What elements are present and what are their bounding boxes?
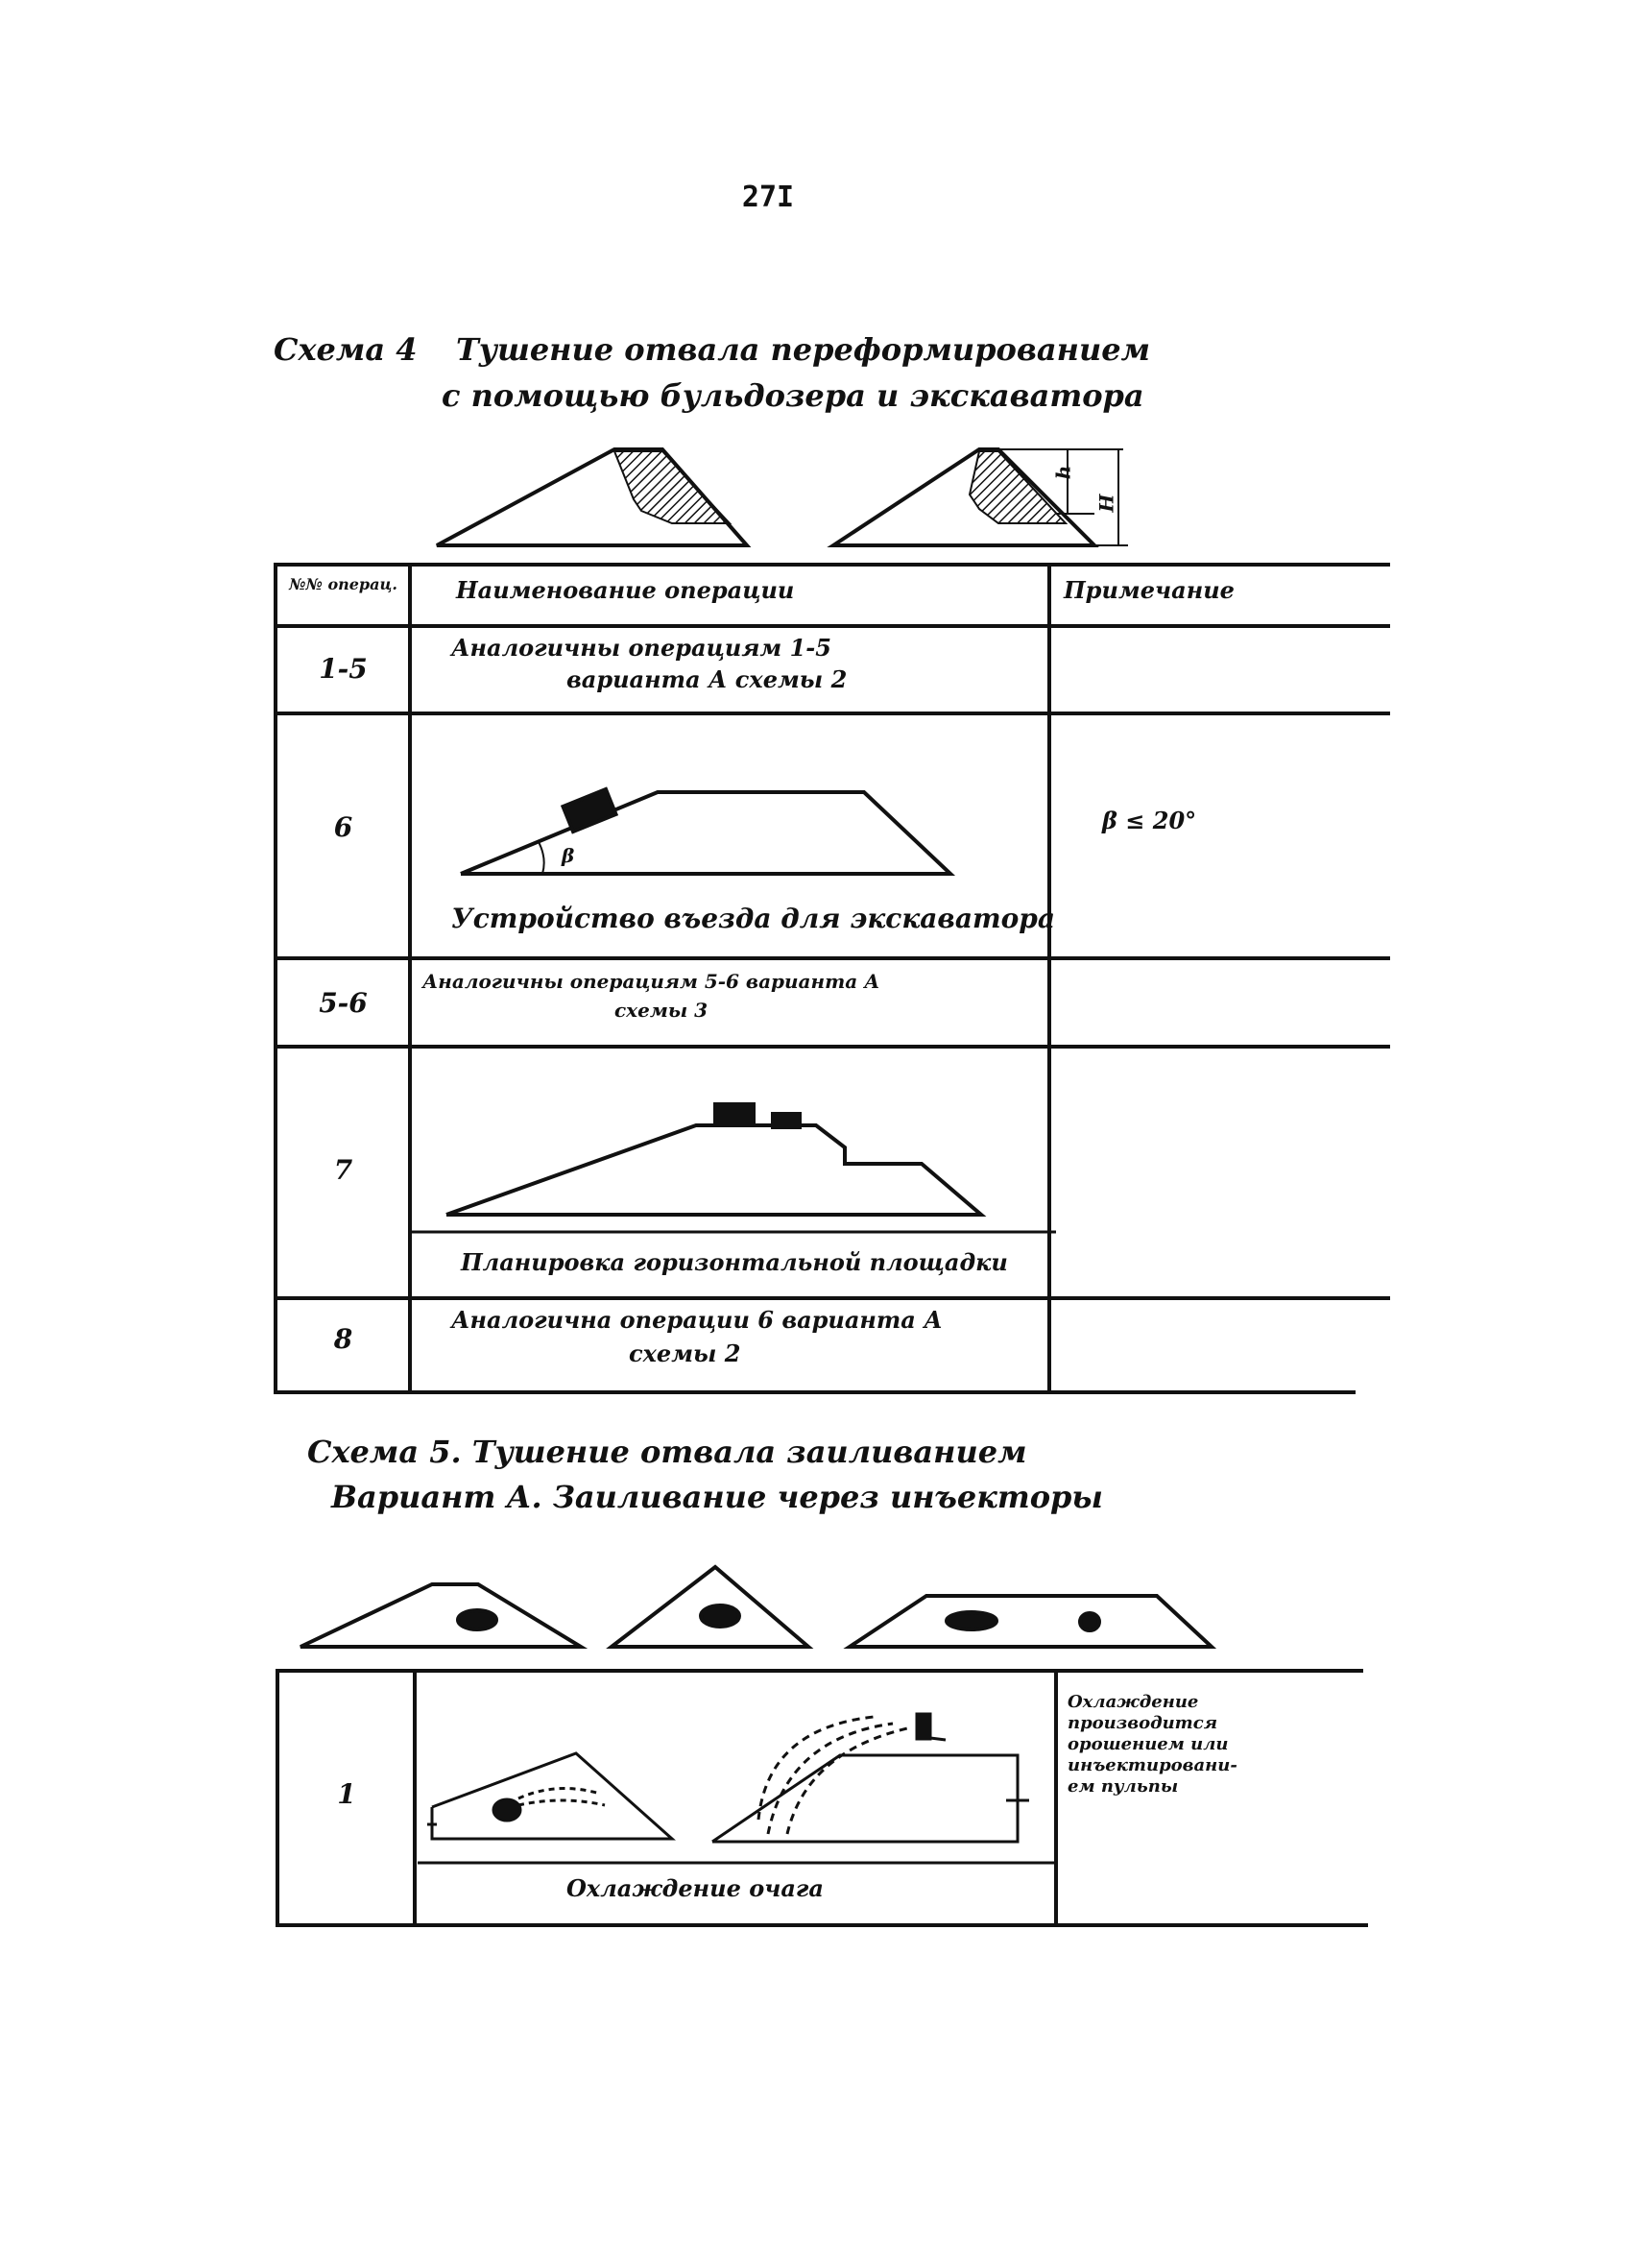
row-caption: Охлаждение очага	[566, 1874, 824, 1902]
note-line: ем пульпы	[1068, 1776, 1179, 1797]
row-text-line1: Аналогичны операциям 5-6 варианта А	[422, 970, 880, 993]
row-text-line1: Аналогична операции 6 варианта А	[451, 1306, 943, 1334]
platform-figure	[446, 1104, 981, 1215]
scheme4-pile-left	[437, 449, 747, 545]
scheme5-title-line2: Вариант А. Заиливание через инъекторы	[331, 1479, 1103, 1515]
scheme4-label: Схема 4	[274, 331, 418, 368]
cooling-figure-left	[427, 1753, 672, 1839]
header-name: Наименование операции	[456, 576, 795, 604]
note-line: инъектировани-	[1068, 1755, 1237, 1775]
scheme4-title-line1: Тушение отвала переформированием	[456, 331, 1150, 368]
row-note: β ≤ 20°	[1102, 807, 1197, 834]
scheme4-pile-right	[833, 449, 1128, 545]
scheme5-piles	[300, 1567, 1212, 1647]
row-num: 5-6	[319, 987, 368, 1019]
row-caption: Планировка горизонтальной площадки	[461, 1248, 1008, 1276]
row-text-line2: схемы 3	[614, 999, 708, 1022]
cooling-figure-right	[712, 1714, 1029, 1842]
row-note	[1068, 1692, 1237, 1798]
row-text-line2: схемы 2	[629, 1339, 741, 1367]
row-num: 8	[333, 1323, 353, 1355]
header-num: №№ операц.	[289, 575, 397, 593]
scheme4-title-line2: с помощью бульдозера и экскаватора	[442, 377, 1144, 414]
note-line: Охлаждение	[1068, 1692, 1199, 1712]
note-line: орошением или	[1068, 1734, 1229, 1754]
row-num: 1	[337, 1778, 356, 1810]
row-num: 7	[333, 1154, 353, 1186]
note-line: производится	[1068, 1713, 1218, 1733]
row-caption: Устройство въезда для экскаватора	[451, 903, 1055, 934]
row-text-line2: варианта А схемы 2	[566, 665, 848, 693]
ramp-figure	[461, 789, 950, 874]
row-num: 6	[333, 811, 353, 843]
scheme5-title-line1: Схема 5. Тушение отвала заиливанием	[307, 1434, 1027, 1470]
row-num: 1-5	[319, 653, 368, 685]
row-text-line1: Аналогичны операциям 1-5	[451, 634, 831, 662]
ramp-angle-label: β	[562, 844, 575, 867]
dim-h-label: h	[1051, 465, 1075, 480]
page-number: 27I	[741, 181, 795, 214]
dim-H-label: H	[1094, 494, 1118, 513]
header-note: Примечание	[1064, 576, 1235, 604]
